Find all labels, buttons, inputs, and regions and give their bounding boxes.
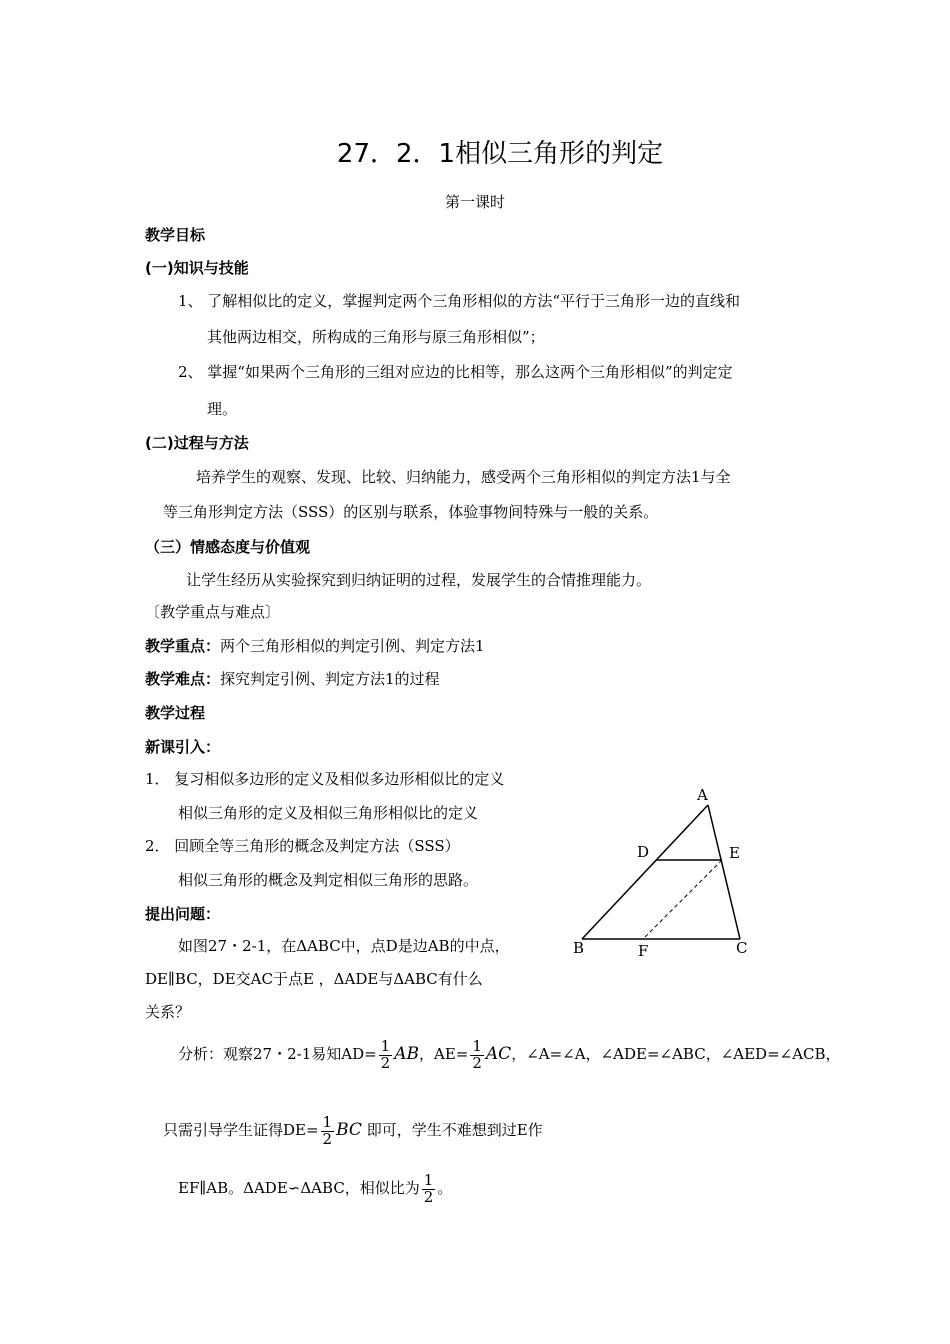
segment-bc: BC — [336, 1120, 362, 1140]
analysis-line3 — [178, 1168, 452, 1208]
section3-line1: 让学生经历从实验探究到归纳证明的过程，发展学生的合情推理能力。 — [186, 571, 652, 589]
fraction-half: $\frac{1}{2}$ — [380, 1036, 391, 1072]
analysis-text-6: EF∥AB。ΔADE∽ΔABC，相似比为 — [178, 1179, 420, 1197]
key-points-heading: 〔教学重点与难点〕 — [145, 603, 281, 621]
label-e: E — [729, 844, 740, 862]
section1-heading: (一)知识与技能 — [145, 259, 249, 277]
section1-item1-line1: 1、 了解相似比的定义，掌握判定两个三角形相似的方法“平行于三角形一边的直线和 — [178, 292, 740, 310]
question-line1: 如图27・2-1，在ΔABC中，点D是边AB的中点， — [178, 937, 510, 955]
analysis-text-4: 只需引导学生证得DE= — [163, 1121, 319, 1139]
label-d: D — [637, 843, 650, 861]
segment-ac: AC — [485, 1044, 512, 1064]
section3-heading: （三）情感态度与价值观 — [145, 538, 311, 556]
key-point-label: 教学重点： — [145, 637, 221, 655]
label-f: F — [638, 942, 649, 960]
section2-heading: (二)过程与方法 — [145, 434, 249, 452]
intro-line2: 相似三角形的定义及相似三角形相似比的定义 — [178, 804, 479, 822]
analysis-line1 — [178, 1034, 841, 1074]
page-title: 27．2．1相似三角形的判定 — [336, 139, 664, 169]
intro-line4: 相似三角形的概念及判定相似三角形的思路。 — [178, 871, 479, 889]
question-line3: 关系？ — [145, 1003, 191, 1021]
question-heading: 提出问题： — [145, 905, 221, 923]
section1-item2-line2: 理。 — [207, 400, 238, 418]
difficulty-text: 探究判定引例、判定方法1的过程 — [220, 670, 440, 688]
analysis-text-5: 即可，学生不难想到过E作 — [366, 1121, 543, 1139]
intro-line1: 1． 复习相似多边形的定义及相似多边形相似比的定义 — [145, 770, 505, 788]
fraction-half: $\frac{1}{2}$ — [322, 1112, 333, 1148]
section1-item2-line1: 2、 掌握“如果两个三角形的三组对应边的比相等，那么这两个三角形相似”的判定定 — [178, 363, 733, 381]
intro-line3: 2． 回顾全等三角形的概念及判定方法（SSS） — [145, 837, 460, 855]
analysis-text-7: 。 — [437, 1179, 453, 1197]
analysis-text-1: 分析：观察27・2-1易知AD= — [178, 1045, 377, 1063]
difficulty-line — [145, 668, 440, 689]
goals-heading: 教学目标 — [145, 226, 206, 244]
side-ab — [582, 805, 708, 939]
analysis-text-2: ，AE= — [419, 1045, 469, 1063]
segment-ab: AB — [394, 1044, 419, 1064]
section2-line1: 培养学生的观察、发现、比较、归纳能力，感受两个三角形相似的判定方法1与全 — [196, 468, 731, 486]
fraction-half: $\frac{1}{2}$ — [423, 1170, 434, 1206]
segment-ef-dashed — [643, 860, 722, 939]
label-b: B — [573, 939, 585, 957]
subtitle: 第一课时 — [444, 193, 505, 211]
difficulty-label: 教学难点： — [145, 670, 221, 688]
section1-item1-line2: 其他两边相交，所构成的三角形与原三角形相似”； — [207, 328, 545, 346]
fraction-half: $\frac{1}{2}$ — [472, 1036, 482, 1072]
label-a: A — [697, 786, 708, 804]
side-ac — [708, 805, 740, 939]
analysis-line2 — [163, 1110, 543, 1150]
key-point-line — [145, 635, 485, 656]
intro-heading: 新课引入： — [145, 738, 221, 756]
analysis-text-3: ，∠A=∠A，∠ADE=∠ABC，∠AED=∠ACB， — [511, 1045, 841, 1063]
section2-line2: 等三角形判定方法（SSS）的区别与联系，体验事物间特殊与一般的关系。 — [163, 503, 659, 521]
question-line2: DE∥BC，DE交AC于点E ，ΔADE与ΔABC有什么 — [145, 970, 483, 988]
label-c: C — [736, 939, 748, 957]
key-point-text: 两个三角形相似的判定引例、判定方法1 — [220, 637, 485, 655]
triangle-figure — [560, 775, 780, 970]
process-heading: 教学过程 — [145, 704, 206, 722]
